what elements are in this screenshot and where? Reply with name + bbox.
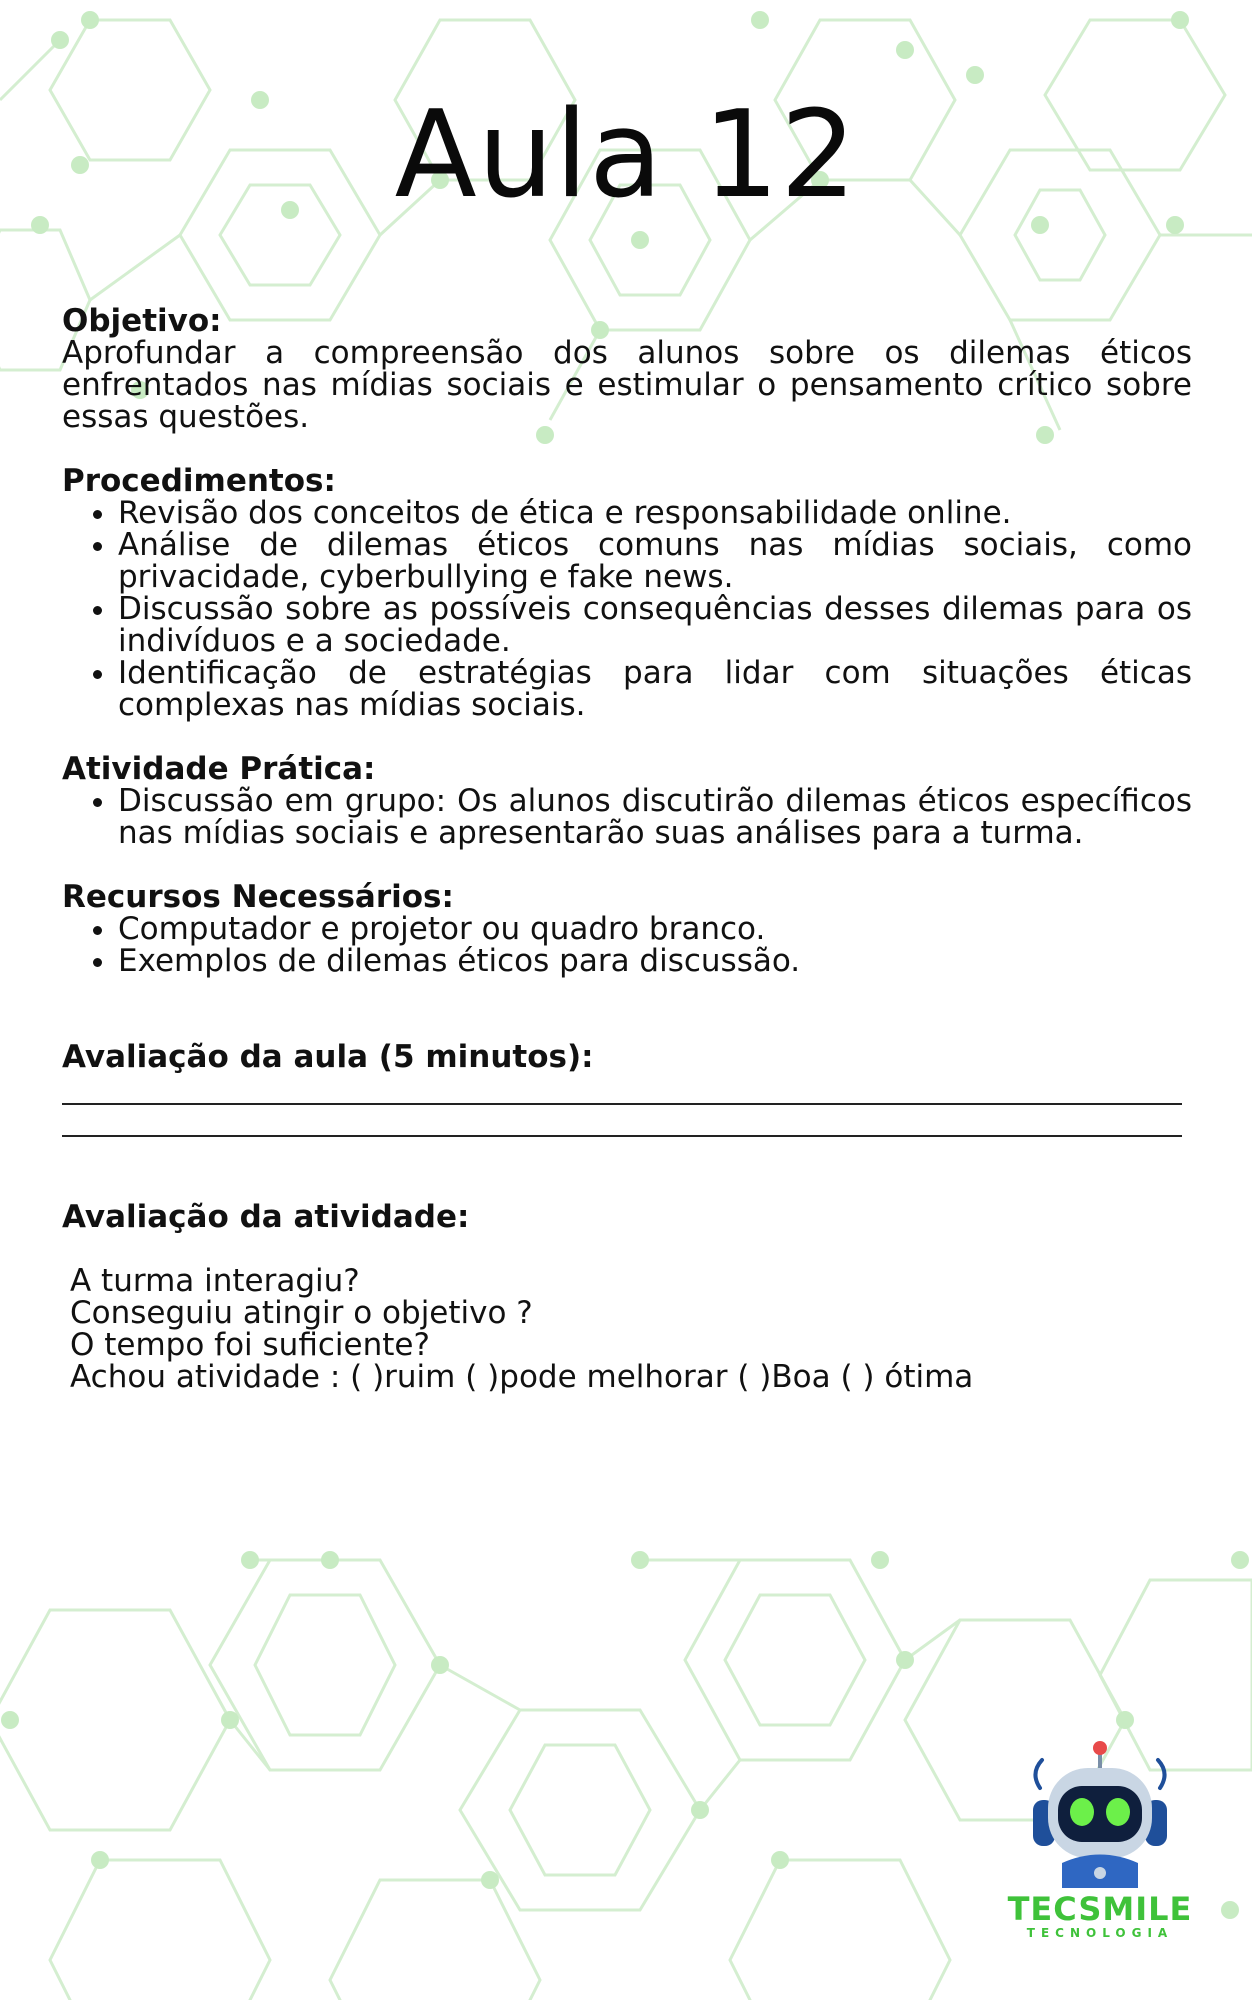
objective-section [62,305,1192,433]
page-title: Aula 12 [394,86,858,225]
list-item: • Análise de dilemas éticos comuns nas mídias sociais, como privacidade, cyberbullying e fake news. [118,529,1192,593]
resources-list [62,913,1192,977]
tecsmile-logo [1000,1738,1200,1938]
resources-heading: Recursos Necessários: [62,879,454,915]
practical-activity-list [62,785,1192,849]
logo-subtitle-text: TECNOLOGIA [1026,1926,1174,1940]
resources-section [62,881,1192,977]
class-evaluation-section [62,1041,1192,1137]
activity-evaluation-heading: Avaliação da atividade: [62,1199,470,1235]
objective-text: Aprofundar a compreensão dos alunos sobre os dilemas éticos enfrentados nas mídias sociais e estimular o pensamento crítico sobre essas questões. [62,335,1192,435]
evaluation-question: O tempo foi suficiente? [70,1327,430,1363]
list-item: • Discussão em grupo: Os alunos discutirão dilemas éticos específicos nas mídias sociais e apresentarão suas análises para a turma. [118,785,1192,849]
evaluation-question: A turma interagiu? [70,1263,360,1299]
robot-icon [1000,1738,1200,1898]
list-item: • Discussão sobre as possíveis consequências desses dilemas para os indivíduos e a sociedade. [118,593,1192,657]
logo-brand-text: TECSMILE [1007,1890,1193,1928]
evaluation-questions [62,1265,1192,1393]
procedures-list [62,497,1192,721]
evaluation-question: Conseguiu atingir o objetivo ? [70,1295,533,1331]
answer-line[interactable] [62,1073,1182,1105]
answer-line[interactable] [62,1105,1182,1137]
objective-heading: Objetivo: [62,303,222,339]
procedures-section [62,465,1192,721]
list-item: • Revisão dos conceitos de ética e responsabilidade online. [118,497,1192,529]
lesson-content [62,305,1192,1393]
class-evaluation-heading: Avaliação da aula (5 minutos): [62,1039,594,1075]
list-item: • Exemplos de dilemas éticos para discussão. [118,945,1192,977]
list-item: • Identificação de estratégias para lidar com situações éticas complexas nas mídias sociais. [118,657,1192,721]
activity-evaluation-section [62,1201,1192,1393]
practical-activity-heading: Atividade Prática: [62,751,376,787]
list-item: • Computador e projetor ou quadro branco. [118,913,1192,945]
evaluation-rating: Achou atividade : ( )ruim ( )pode melhorar ( )Boa ( ) ótima [70,1359,974,1395]
practical-activity-section [62,753,1192,849]
procedures-heading: Procedimentos: [62,463,336,499]
